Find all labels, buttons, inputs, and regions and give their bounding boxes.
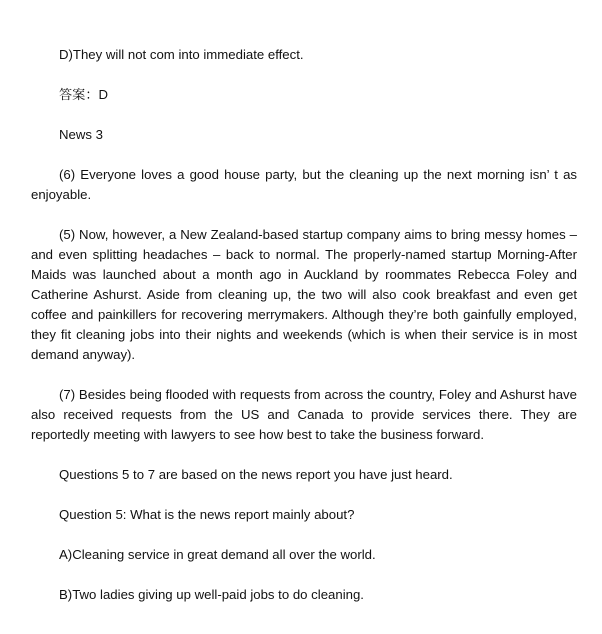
question-5: Question 5: What is the news report mainly about? [59,507,355,522]
paragraph-6: (6) Everyone loves a good house party, but the cleaning up the next morning isn’ t as enjoyable. [31,167,577,202]
option-b-text: B)Two ladies giving up well-paid jobs to do cleaning. [59,587,364,602]
news-heading: News 3 [59,127,103,142]
option-d-text: D)They will not com into immediate effect. [59,47,304,62]
questions-intro: Questions 5 to 7 are based on the news report you have just heard. [59,467,453,482]
paragraph-7: (7) Besides being flooded with requests from across the country, Foley and Ashurst have also received requests from the US and Canada to provide services there. They are reportedly meeting with lawyers to see how best to take the business forward. [31,387,577,442]
answer-text: 答案：D [59,87,109,102]
paragraph-5: (5) Now, however, a New Zealand-based startup company aims to bring messy homes – and even splitting headaches – back to normal. The properly-named startup Morning-After Maids was launched about a month ago in Auckland by roommates Rebecca Foley and Catherine Ashurst. Aside from cleaning up, the two will also cook breakfast and even get coffee and painkillers for recovering merrymakers. Although they’re both gainfully employed, they fit cleaning jobs into their nights and weekends (which is when their service is in most demand anyway). [31,227,577,362]
option-a-text: A)Cleaning service in great demand all over the world. [59,547,376,562]
